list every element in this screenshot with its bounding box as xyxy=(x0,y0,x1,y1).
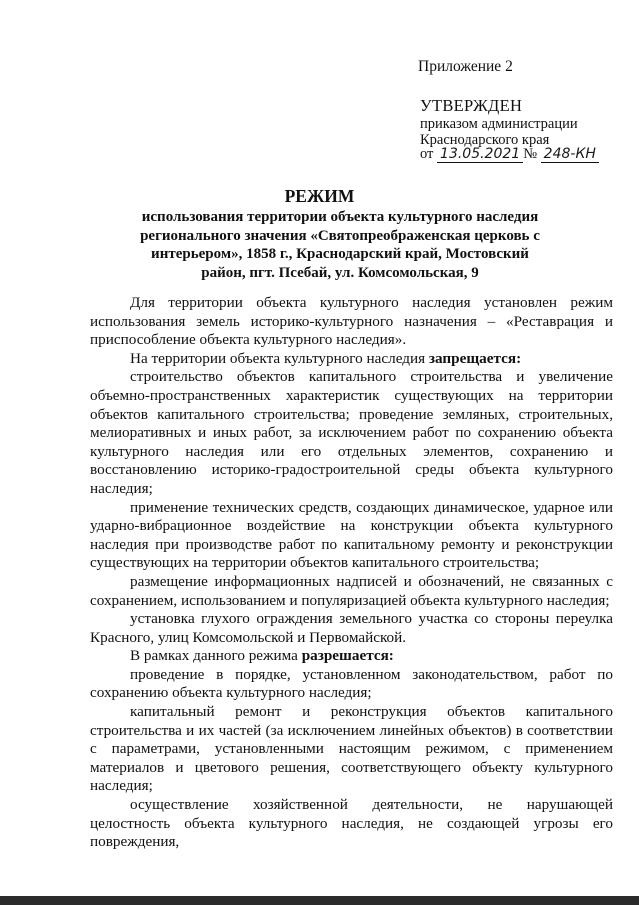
paragraph-prohibited-3: размещение информационных надписей и обозначений, не связанных с сохранением, использованием и популяризацией объекта культурного наследия; xyxy=(90,572,613,609)
paragraph-permitted xyxy=(90,647,613,666)
paragraph-permitted-1: проведение в порядке, установленном законодательством, работ по сохранению объекта культурного наследия; xyxy=(90,665,613,702)
approved-heading: УТВЕРЖДЕН xyxy=(420,96,523,115)
approval-line-2: Краснодарского края xyxy=(420,132,550,148)
scan-bottom-edge xyxy=(0,896,639,905)
document-body xyxy=(90,294,613,852)
number-prefix: № xyxy=(523,146,538,162)
paragraph-prohibited-4: установка глухого ограждения земельного участка со стороны переулка Красного, улиц Комсомольской и Первомайской. xyxy=(90,610,613,646)
permitted-keyword: разрешается: xyxy=(301,647,394,665)
paragraph-prohibited xyxy=(90,350,613,369)
approval-date-row xyxy=(420,146,599,163)
prohibited-keyword: запрещается: xyxy=(428,349,522,367)
paragraph-permitted-3: осуществление хозяйственной деятельности, не нарушающей целостность объекта культурного наследия, не создающей угрозы его повреждения, xyxy=(90,796,613,851)
prohibited-intro: На территории объекта культурного наследия xyxy=(130,349,429,367)
document-subtitle: использования территории объекта культурного наследия регионального значения «Святопреображенская церковь с интерьером», 1858 г., Краснодарский край, Мостовский район, пгт. Псебай, ул. Комсомольская, 9 xyxy=(140,209,540,281)
paragraph-prohibited-1: строительство объектов капитального строительства и увеличение объемно-пространственных характеристик существующих на территории объектов капитального строительства; проведение земляных, строительных, мелиоративных и иных работ, за исключением работ по сохранению объекта культурного наследия или его отдельных элементов, сохранению и восстановлению историко-градостроительной среды объекта культурного наследия; xyxy=(90,368,613,497)
paragraph-prohibited-2: применение технических средств, создающих динамическое, ударное или ударно-вибрационное воздействие на конструкции объекта культурного наследия при производстве работ по капитальному ремонту и реконструкции существующих на территории объектов капитального строительства; xyxy=(90,498,613,572)
appendix-label: Приложение 2 xyxy=(418,58,513,75)
handwritten-number: 248-КН xyxy=(541,146,599,163)
document-title: РЕЖИМ xyxy=(284,186,355,206)
paragraph-permitted-2: капитальный ремонт и реконструкция объектов капитального строительства и их частей (за исключением линейных объектов) в соответствии с параметрами, установленными настоящим режимом, с применением материалов и цветового решения, соответствующего объекту культурного наследия; xyxy=(90,703,613,795)
permitted-intro: В рамках данного режима xyxy=(130,647,302,665)
handwritten-date: 13.05.2021 xyxy=(437,146,523,163)
date-prefix: от xyxy=(420,146,434,162)
approval-line-1: приказом администрации xyxy=(420,116,578,132)
paragraph-1: Для территории объекта культурного наследия установлен режим использования земель историко-культурного назначения – «Реставрация и приспособление объекта культурного наследия». xyxy=(90,294,613,349)
